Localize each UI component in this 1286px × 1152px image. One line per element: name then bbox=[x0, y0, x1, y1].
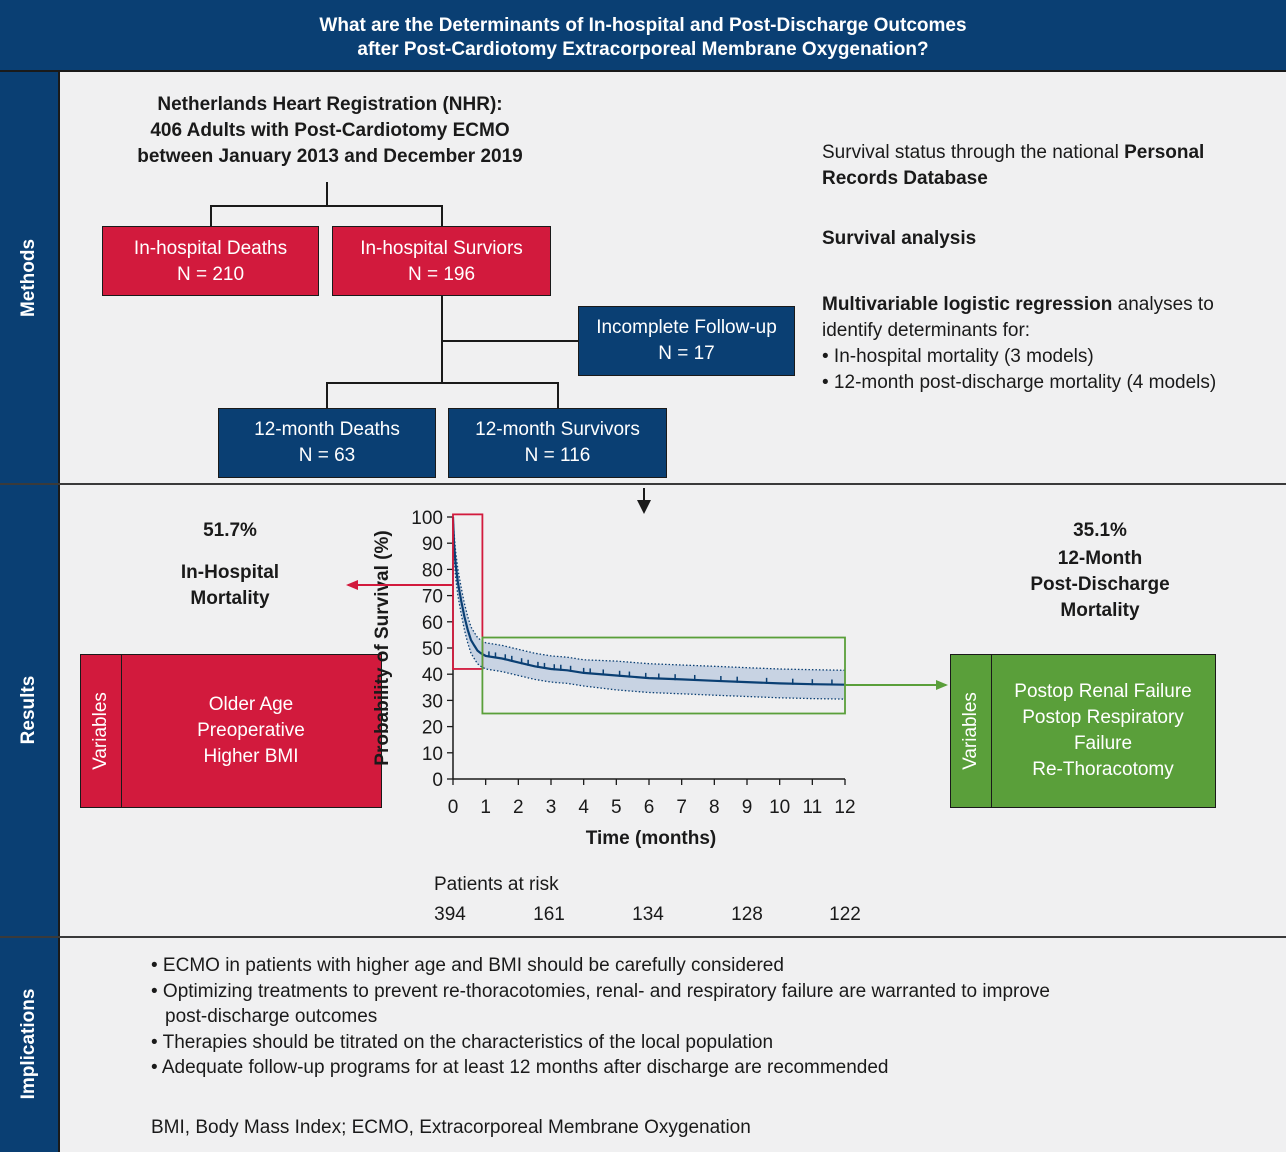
x-tick-label: 1 bbox=[480, 797, 491, 818]
y-tick-label: 50 bbox=[421, 639, 443, 660]
postdischarge-mortality-line1: 12-Month bbox=[1057, 548, 1143, 569]
flow-connector bbox=[557, 382, 559, 408]
x-tick-label: 2 bbox=[513, 797, 524, 818]
implications-list bbox=[151, 953, 1071, 1081]
inhospital-survivors-n: N = 196 bbox=[407, 264, 476, 285]
implication-item: • Therapies should be titrated on the characteristics of the local population bbox=[151, 1031, 774, 1053]
y-tick-label: 60 bbox=[421, 612, 443, 634]
variable-item: Higher BMI bbox=[203, 746, 299, 767]
section-divider bbox=[0, 483, 1286, 485]
inhospital-mortality-label bbox=[100, 560, 360, 612]
inhospital-deaths-label: In-hospital Deaths bbox=[133, 238, 288, 259]
implication-item: • ECMO in patients with higher age and BMI should be carefully considered bbox=[151, 955, 784, 976]
postdischarge-mortality-label bbox=[970, 546, 1230, 624]
month12-survivors-label: 12-month Survivors bbox=[475, 419, 640, 440]
results-sidebar bbox=[0, 484, 60, 936]
x-tick-label: 5 bbox=[611, 797, 622, 818]
incomplete-followup-label: Incomplete Follow-up bbox=[596, 317, 777, 338]
postdischarge-mortality-line3: Mortality bbox=[1060, 600, 1140, 621]
figure-title-line2: after Post-Cardiotomy Extracorporeal Membrane Oxygenation? bbox=[357, 39, 929, 60]
survival-status-note bbox=[822, 140, 1272, 192]
flow-connector bbox=[326, 382, 559, 384]
registry-line1: Netherlands Heart Registration (NHR): bbox=[157, 94, 503, 115]
y-tick-label: 30 bbox=[421, 691, 443, 713]
x-axis-ticks bbox=[448, 779, 856, 818]
implication-item: • Adequate follow-up programs for at least 12 months after discharge are recommended bbox=[151, 1057, 889, 1078]
results-label: Results bbox=[18, 675, 39, 745]
x-tick-label: 12 bbox=[834, 797, 856, 818]
x-tick-label: 7 bbox=[676, 797, 687, 818]
month12-survivors-n: N = 116 bbox=[524, 445, 591, 466]
inhospital-deaths-box bbox=[102, 226, 319, 296]
variable-item: Older Age bbox=[208, 694, 294, 715]
postdischarge-mortality-line2: Post-Discharge bbox=[1030, 574, 1170, 595]
inhospital-mortality-line2: Mortality bbox=[190, 588, 270, 609]
inhospital-mortality-line1: In-Hospital bbox=[180, 562, 280, 583]
ci-upper-line bbox=[453, 517, 845, 670]
implications-label: Implications bbox=[18, 988, 39, 1100]
y-tick-label: 40 bbox=[421, 665, 443, 687]
regression-line2: identify determinants for: bbox=[822, 320, 1031, 341]
implication-item: • Optimizing treatments to prevent re-thoracotomies, renal- and respiratory failure are warranted to improve post-discharge outcomes bbox=[151, 980, 1050, 1027]
regression-note bbox=[822, 292, 1282, 396]
flow-connector bbox=[326, 182, 328, 206]
postdischarge-variables-box bbox=[950, 654, 1216, 808]
registry-line2: 406 Adults with Post-Cardiotomy ECMO bbox=[150, 120, 510, 141]
y-tick-label: 20 bbox=[421, 717, 443, 739]
x-tick-label: 9 bbox=[741, 797, 753, 818]
flow-connector bbox=[326, 382, 328, 408]
y-axis-ticks bbox=[411, 508, 453, 791]
patients-at-risk-value: 134 bbox=[632, 904, 664, 925]
x-tick-label: 6 bbox=[643, 797, 655, 818]
month12-survivors-box bbox=[448, 408, 667, 478]
postdischarge-arrow bbox=[842, 674, 952, 698]
month12-deaths-n: N = 63 bbox=[298, 445, 356, 466]
methods-label: Methods bbox=[18, 238, 39, 318]
figure-title bbox=[0, 0, 1286, 72]
inhospital-variables-tab-label: Variables bbox=[90, 692, 111, 770]
patients-at-risk-value: 161 bbox=[533, 904, 565, 925]
survival-status-prefix: Survival status through the national bbox=[822, 142, 1125, 163]
patients-at-risk-label: Patients at risk bbox=[434, 874, 559, 895]
x-axis-label: Time (months) bbox=[585, 828, 717, 849]
flow-connector bbox=[210, 205, 212, 227]
variable-item: Postop Respiratory bbox=[1022, 707, 1184, 728]
regression-rest: analyses to bbox=[1112, 294, 1214, 315]
regression-bullet2: • 12-month post-discharge mortality (4 models) bbox=[822, 372, 1217, 393]
regression-bold: Multivariable logistic regression bbox=[822, 294, 1113, 315]
x-tick-label: 0 bbox=[447, 797, 459, 818]
variable-item: Failure bbox=[1073, 733, 1133, 754]
y-tick-label: 70 bbox=[421, 586, 443, 608]
x-tick-label: 11 bbox=[802, 797, 823, 818]
postdischarge-variables-list bbox=[991, 655, 1215, 807]
x-tick-label: 8 bbox=[709, 797, 720, 818]
inhospital-survivors-label: In-hospital Surviors bbox=[360, 238, 523, 259]
abbreviations-note: BMI, Body Mass Index; ECMO, Extracorporeal Membrane Oxygenation bbox=[151, 1117, 751, 1138]
section-divider bbox=[0, 936, 1286, 938]
patients-at-risk-value: 394 bbox=[434, 904, 466, 925]
confidence-band-area bbox=[453, 517, 845, 699]
implications-sidebar bbox=[0, 936, 60, 1152]
registry-line3: between January 2013 and December 2019 bbox=[137, 146, 523, 167]
figure-title-line1: What are the Determinants of In-hospital and Post-Discharge Outcomes bbox=[319, 15, 967, 36]
postdischarge-variables-tab-label: Variables bbox=[960, 692, 981, 770]
regression-bullet1: • In-hospital mortality (3 models) bbox=[822, 346, 1094, 367]
methods-sidebar bbox=[0, 72, 60, 484]
confidence-band bbox=[453, 517, 845, 699]
y-tick-label: 0 bbox=[432, 770, 443, 791]
month12-deaths-label: 12-month Deaths bbox=[254, 419, 400, 440]
month12-deaths-box bbox=[218, 408, 436, 478]
inhospital-survivors-box bbox=[332, 226, 551, 296]
inhospital-mortality-percent: 51.7% bbox=[203, 520, 257, 541]
inhospital-arrow bbox=[340, 574, 456, 598]
y-tick-label: 100 bbox=[411, 508, 443, 529]
inhospital-variables-tab bbox=[81, 655, 122, 807]
y-tick-label: 80 bbox=[421, 560, 443, 582]
flow-connector bbox=[441, 205, 443, 227]
flow-connector bbox=[210, 205, 443, 207]
incomplete-followup-n: N = 17 bbox=[658, 343, 715, 364]
survival-status-bold1: Personal bbox=[1124, 142, 1205, 163]
registry-description bbox=[90, 92, 570, 170]
y-tick-label: 90 bbox=[421, 534, 443, 556]
inhospital-deaths-n: N = 210 bbox=[176, 264, 245, 285]
y-axis-label: Probability of Survival (%) bbox=[372, 530, 393, 766]
inhospital-variables-list bbox=[121, 655, 381, 807]
x-tick-label: 10 bbox=[769, 797, 791, 818]
variable-item: Postop Renal Failure bbox=[1014, 681, 1192, 702]
x-tick-label: 4 bbox=[578, 797, 589, 818]
survival-analysis-note: Survival analysis bbox=[822, 228, 977, 249]
variable-item: Preoperative bbox=[197, 720, 305, 741]
survival-status-bold2: Records Database bbox=[822, 168, 988, 189]
flow-connector bbox=[441, 340, 578, 342]
patients-at-risk-value: 128 bbox=[731, 904, 763, 925]
y-tick-label: 10 bbox=[421, 743, 443, 765]
incomplete-followup-box bbox=[578, 306, 795, 376]
postdischarge-mortality-percent: 35.1% bbox=[1073, 520, 1127, 541]
variable-item: Re-Thoracotomy bbox=[1032, 759, 1174, 780]
x-tick-label: 3 bbox=[545, 797, 557, 818]
patients-at-risk-value: 122 bbox=[829, 904, 861, 925]
inhospital-variables-box bbox=[80, 654, 382, 808]
